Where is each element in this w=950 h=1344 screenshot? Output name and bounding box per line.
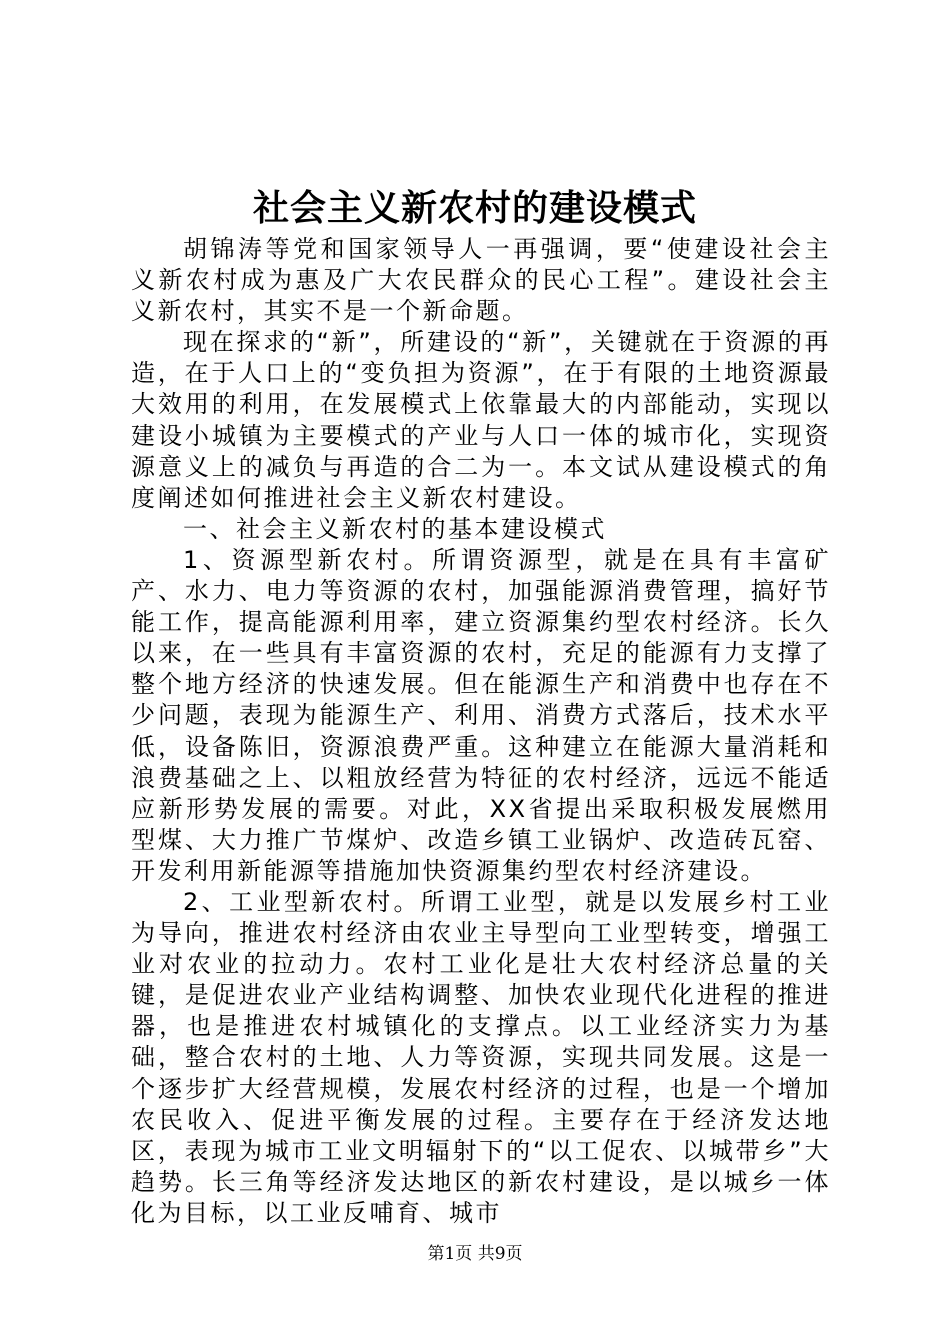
paragraph-new-meaning: 现在探求的“新”，所建设的“新”，关键就在于资源的再造，在于人口上的“变负担为资源”，在于有限的土地资源最大效用的利用，在发展模式上依靠最大的内部能动，实现以建设小城镇为主要模式的产业与人口一体的城市化，实现资源意义上的减负与再造的合二为一。本文试从建设模式的角度阐述如何推进社会主义新农村建设。 <box>131 328 831 512</box>
document-title: 社会主义新农村的建设模式 <box>252 187 697 229</box>
paragraph-resource-type: 1、资源型新农村。所谓资源型，就是在具有丰富矿产、水力、电力等资源的农村，加强能源消费管理，搞好节能工作，提高能源利用率，建立资源集约型农村经济。长久以来，在一些具有丰富资源的农村，充足的能源有力支撑了整个地方经济的快速发展。但在能源生产和消费中也存在不少问题，表现为能源生产、利用、消费方式落后，技术水平低，设备陈旧，资源浪费严重。这种建立在能源大量消耗和浪费基础之上、以粗放经营为特征的农村经济，远远不能适应新形势发展的需要。对此，XX省提出采取积极发展燃用型煤、大力推广节煤炉、改造乡镇工业锅炉、改造砖瓦窑、开发利用新能源等措施加快资源集约型农村经济建设。 <box>131 545 831 885</box>
section-heading-basic-models: 一、社会主义新农村的基本建设模式 <box>183 514 607 543</box>
paragraph-industrial-type: 2、工业型新农村。所谓工业型，就是以发展乡村工业为导向，推进农村经济由农业主导型向工业型转变，增强工业对农业的拉动力。农村工业化是壮大农村经济总量的关键，是促进农业产业结构调整、加快农业现代化进程的推进器，也是推进农村城镇化的支撑点。以工业经济实力为基础，整合农村的土地、人力等资源，实现共同发展。这是一个逐步扩大经营规模，发展农村经济的过程，也是一个增加农民收入、促进平衡发展的过程。主要存在于经济发达地区，表现为城市工业文明辐射下的“以工促农、以城带乡”大趋势。长三角等经济发达地区的新农村建设，是以城乡一体化为目标，以工业反哺育、城市 <box>131 887 831 1227</box>
paragraph-intro: 胡锦涛等党和国家领导人一再强调，要“使建设社会主义新农村成为惠及广大农民群众的民心工程”。建设社会主义新农村，其实不是一个新命题。 <box>131 235 831 326</box>
page-number-footer: 第1页 共9页 <box>427 1244 523 1264</box>
document-body <box>131 234 831 1229</box>
